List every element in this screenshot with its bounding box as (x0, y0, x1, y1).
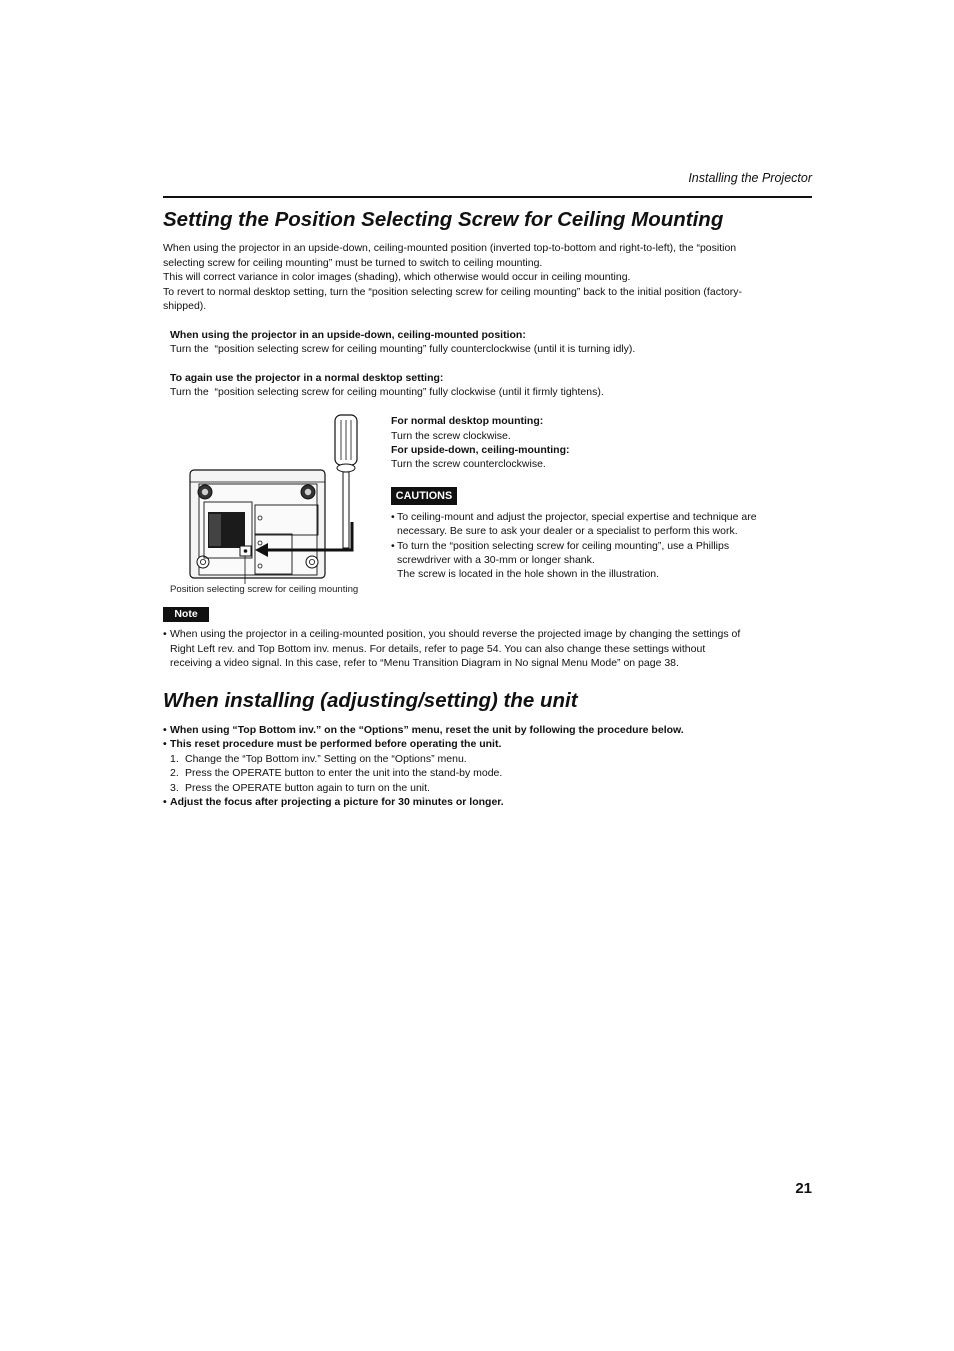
final-instruction-text: Adjust the focus after projecting a picture for 30 minutes or longer. (170, 796, 504, 808)
ceiling-mounting-text: Turn the screw counterclockwise. (391, 458, 546, 470)
intro-line: When using the projector in an upside-down, ceiling-mounted position (inverted top-to-bottom and right-to-left), the “position (163, 242, 737, 254)
ceiling-mount-heading: When using the projector in an upside-down, ceiling-mounted position: (170, 329, 526, 341)
caution-line: The screw is located in the hole shown in the illustration. (397, 568, 660, 580)
section-title-ceiling-screw: Setting the Position Selecting Screw for Ceiling Mounting (163, 208, 724, 231)
normal-mounting-text: Turn the screw clockwise. (391, 430, 511, 442)
instruction-bullet: • (163, 724, 167, 736)
foot-bottom-right-center (309, 559, 314, 564)
caution-line: screwdriver with a 30-mm or longer shank. (397, 554, 595, 566)
header-rule (163, 196, 812, 198)
cover-screw (258, 541, 262, 545)
projector-illustration (185, 410, 360, 585)
note-line: When using the projector in a ceiling-mounted position, you should reverse the projected image by changing the settings of (170, 628, 741, 640)
caution-bullet: • (391, 540, 395, 552)
instruction-bullet: • (163, 738, 167, 750)
step-number: 3. (170, 782, 179, 794)
note-bullet: • (163, 628, 167, 640)
ceiling-mounting-heading: For upside-down, ceiling-mounting: (391, 444, 570, 456)
ceiling-mount-text: Turn the “position selecting screw for ceiling mounting” fully counterclockwise (until it is turning idly). (170, 343, 636, 355)
step-text: Press the OPERATE button again to turn on the unit. (185, 782, 430, 794)
step-number: 2. (170, 767, 179, 779)
note-line: Right Left rev. and Top Bottom inv. menus. For details, refer to page 54. You can also change these settings without (170, 643, 706, 655)
figure-caption: Position selecting screw for ceiling mounting (170, 584, 359, 595)
screwdriver-collar (337, 464, 355, 472)
foot-top-right-center (305, 489, 311, 495)
intro-line: selecting screw for ceiling mounting” must be turned to switch to ceiling mounting. (163, 257, 543, 269)
instruction-bullet: • (163, 796, 167, 808)
step-number: 1. (170, 753, 179, 765)
cover-screw (258, 564, 262, 568)
running-header: Installing the Projector (688, 171, 812, 185)
intro-line: To revert to normal desktop setting, turn the “position selecting screw for ceiling mounting” back to the initial position (factory- (163, 286, 742, 298)
cautions-badge: CAUTIONS (391, 487, 457, 505)
note-line: receiving a video signal. In this case, refer to “Menu Transition Diagram in No signal Menu Mode” on page 38. (170, 657, 679, 669)
screwdriver-shaft (343, 472, 349, 548)
desktop-mount-text: Turn the “position selecting screw for ceiling mounting” fully clockwise (until it firmly tightens). (170, 386, 604, 398)
caution-line: To turn the “position selecting screw for ceiling mounting”, use a Phillips (397, 540, 730, 552)
instruction-bullet-text: This reset procedure must be performed before operating the unit. (170, 738, 502, 750)
heatsink-vent (208, 512, 245, 548)
caution-bullet: • (391, 511, 395, 523)
position-selecting-screw (244, 549, 248, 553)
normal-mounting-heading: For normal desktop mounting: (391, 415, 544, 427)
page-number: 21 (795, 1180, 812, 1197)
intro-line: This will correct variance in color images (shading), which otherwise would occur in ceiling mounting. (163, 271, 631, 283)
foot-bottom-left-center (200, 559, 205, 564)
instruction-bullet-text: When using “Top Bottom inv.” on the “Options” menu, reset the unit by following the procedure below. (170, 724, 684, 736)
caution-line: necessary. Be sure to ask your dealer or a specialist to perform this work. (397, 525, 738, 537)
foot-top-left-center (202, 489, 208, 495)
note-badge: Note (163, 607, 209, 622)
intro-line: shipped). (163, 300, 207, 312)
caution-line: To ceiling-mount and adjust the projector, special expertise and technique are (397, 511, 757, 523)
step-text: Change the “Top Bottom inv.” Setting on the “Options” menu. (185, 753, 467, 765)
step-text: Press the OPERATE button to enter the unit into the stand-by mode. (185, 767, 503, 779)
cover-screw (258, 516, 262, 520)
desktop-mount-heading: To again use the projector in a normal desktop setting: (170, 372, 444, 384)
section-title-installing: When installing (adjusting/setting) the unit (163, 689, 578, 712)
